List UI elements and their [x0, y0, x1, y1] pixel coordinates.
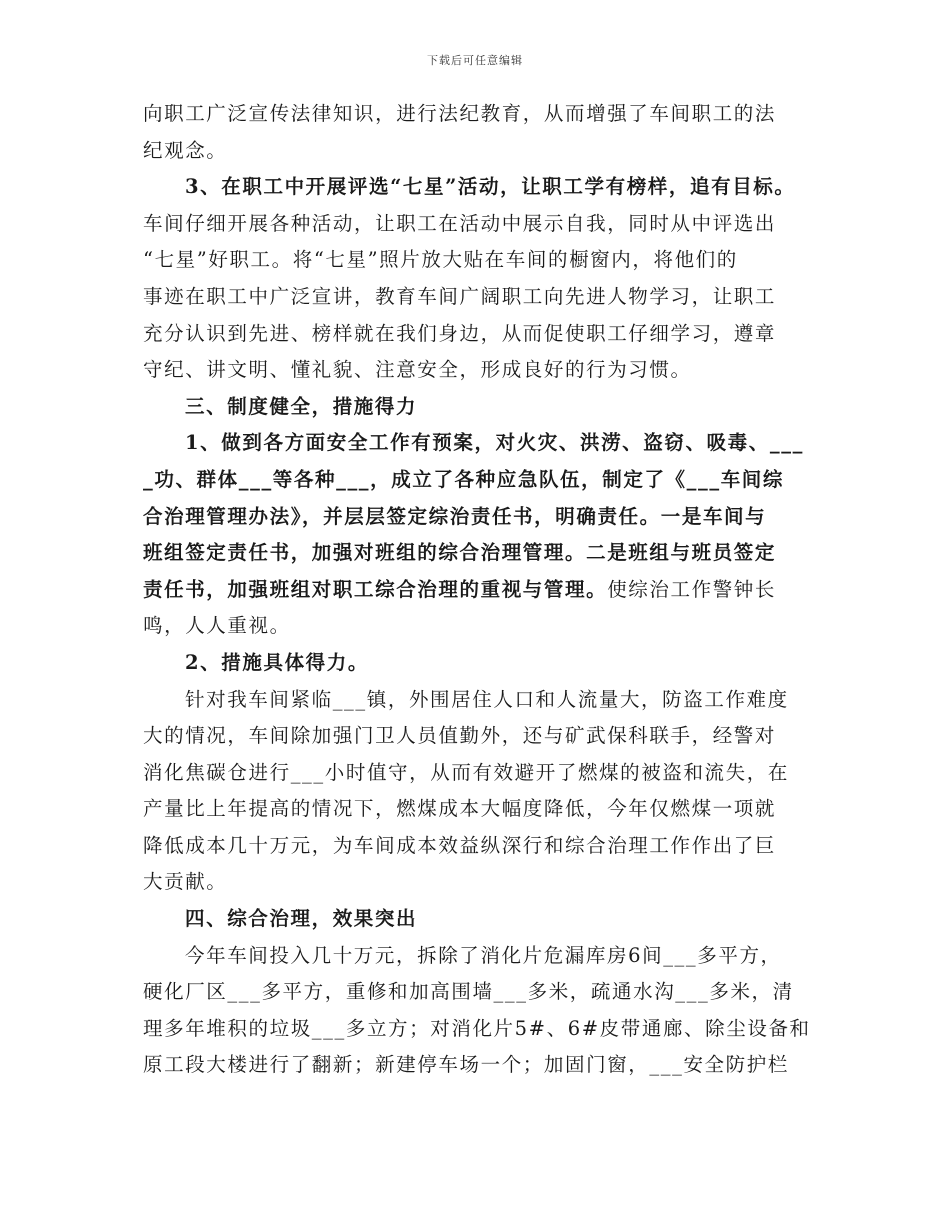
text-line: [143, 425, 815, 462]
text-line: [143, 791, 815, 828]
text-segment: 硬化厂区___多平方，重修和加高围墙___多米，疏通水沟___多米，清: [143, 980, 794, 1004]
text-line: [143, 133, 815, 170]
bold-text-segment: 2、措施具体得力。: [185, 650, 369, 674]
text-segment: 鸣，人人重视。: [143, 614, 291, 638]
text-segment: 产量比上年提高的情况下，燃煤成本大幅度降低，今年仅燃煤一项就: [143, 797, 777, 821]
text-line: [143, 242, 815, 279]
text-line: [143, 682, 815, 719]
text-segment: 理多年堆积的垃圾___多立方；对消化片5#、6#皮带通廊、除尘设备和: [143, 1016, 811, 1040]
text-segment: 车间仔细开展各种活动，让职工在活动中展示自我，同时从中评选出: [143, 211, 777, 235]
bold-text-segment: 合治理管理办法》，并层层签定综治责任书，明确责任。一是车间与: [143, 504, 767, 528]
text-segment: 今年车间投入几十万元，拆除了消化片危漏库房6间___多平方，: [185, 943, 782, 967]
document-body: [143, 96, 815, 1084]
text-segment: 针对我车间紧临___镇，外围居住人口和人流量大，防盗工作难度: [185, 687, 789, 711]
text-line: [143, 462, 815, 499]
text-line: [143, 279, 815, 316]
text-segment: 大的情况，车间除加强门卫人员值勤外，还与矿武保科联手，经警对: [143, 724, 777, 748]
text-line: [143, 352, 815, 389]
text-line: [143, 96, 815, 133]
bold-text-segment: 1、做到各方面安全工作有预案，对火灾、洪涝、盗窃、吸毒、___: [185, 431, 804, 455]
text-segment: 原工段大楼进行了翻新；新建停车场一个；加固门窗，___安全防护栏: [143, 1053, 789, 1077]
text-line: [143, 755, 815, 792]
text-line: [143, 499, 815, 536]
text-segment: 大贡献。: [143, 870, 228, 894]
text-segment: 消化焦碳仓进行___小时值守，从而有效避开了燃煤的被盗和流失，在: [143, 760, 789, 784]
text-segment: 纪观念。: [143, 138, 228, 162]
text-segment: 事迹在职工中广泛宣讲，教育车间广阔职工向先进人物学习，让职工: [143, 284, 777, 308]
text-line: [143, 718, 815, 755]
text-line: [143, 938, 815, 975]
bold-text-segment: 3、在职工中开展评选“七星”活动，让职工学有榜样，追有目标。: [185, 175, 796, 199]
text-segment: 降低成本几十万元，为车间成本效益纵深行和综合治理工作作出了巨: [143, 833, 777, 857]
bold-text-segment: 责任书，加强班组对职工综合治理的重视与管理。: [143, 577, 608, 601]
bold-text-segment: 三、制度健全，措施得力: [185, 394, 418, 418]
text-segment: 使综治工作警钟长: [607, 577, 777, 601]
text-segment: 向职工广泛宣传法律知识，进行法纪教育，从而增强了车间职工的法: [143, 102, 777, 125]
text-line: [143, 1011, 815, 1048]
text-segment: 充分认识到先进、榜样就在我们身边，从而促使职工仔细学习，遵章: [143, 321, 777, 345]
bold-text-segment: 四、综合治理，效果突出: [185, 907, 418, 931]
text-line: [143, 901, 815, 938]
text-line: [143, 608, 815, 645]
text-segment: “七星”好职工。将“七星”照片放大贴在车间的橱窗内，将他们的: [143, 248, 738, 272]
text-line: [143, 169, 815, 206]
text-line: [143, 864, 815, 901]
text-line: [143, 645, 815, 682]
text-line: [143, 316, 815, 353]
text-line: [143, 206, 815, 243]
bold-text-segment: 班组签定责任书，加强对班组的综合治理管理。二是班组与班员签定: [143, 541, 777, 565]
text-line: [143, 389, 815, 426]
text-line: [143, 974, 815, 1011]
page-header: 下载后可任意编辑: [427, 54, 523, 67]
text-line: [143, 1047, 815, 1084]
text-segment: 守纪、讲文明、懂礼貌、注意安全，形成良好的行为习惯。: [143, 358, 692, 382]
text-line: [143, 828, 815, 865]
text-line: [143, 535, 815, 572]
text-line: [143, 572, 815, 609]
bold-text-segment: _功、群体___等各种___，成立了各种应急队伍，制定了《___车间综: [143, 467, 785, 491]
